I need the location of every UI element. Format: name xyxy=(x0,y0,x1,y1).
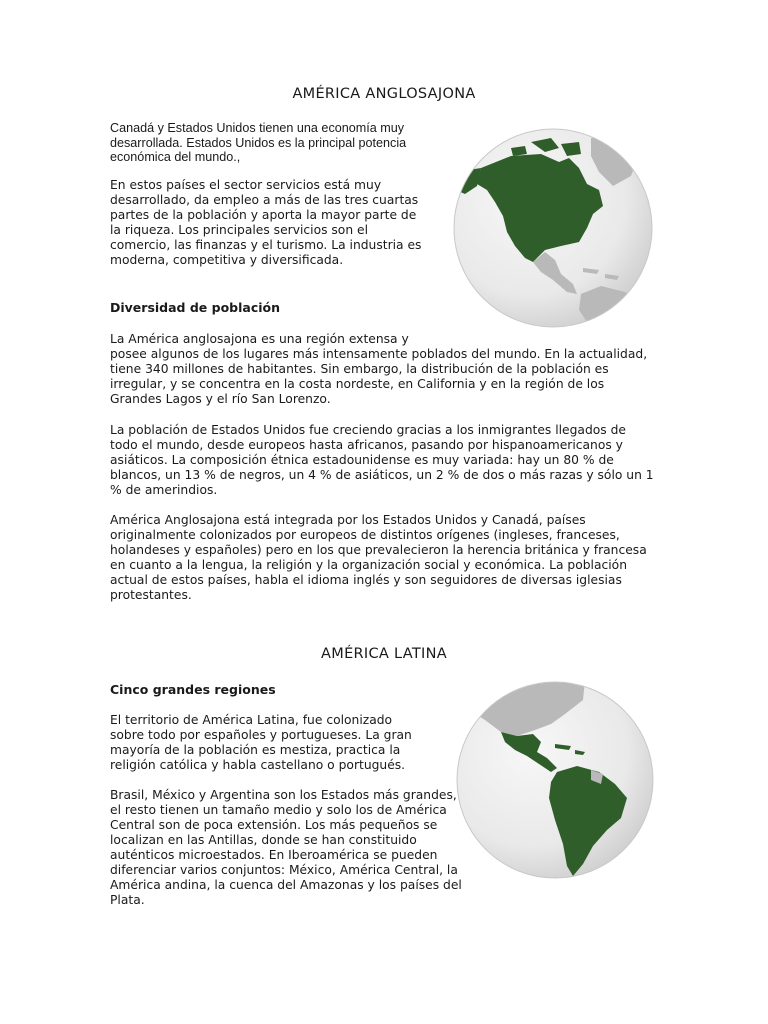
section1-heading: Diversidad de población xyxy=(110,300,281,315)
section2-heading: Cinco grandes regiones xyxy=(110,682,276,697)
north-america-globe-icon xyxy=(441,128,665,328)
section1-paragraph-2b: posee algunos de los lugares más intensamente poblados del mundo. En la actualidad, tiene 340 millones de habitantes. Sin embargo, la distribución de la población es irregular, y se concentra en la costa nordeste, en California y en la región de los Grandes Lagos y el río San Lorenzo. xyxy=(110,347,648,406)
section2-paragraph-2: Brasil, México y Argentina son los Estados más grandes, el resto tienen un tamaño medio y solo los de América Central son de poca extensión. Los más pequeños se localizan en las Antillas, donde se han constituido auténticos microestados. En Iberoamérica se pueden diferenciar varios conjuntos: México, América Central, la América andina, la cuenca del Amazonas y los países del Plata. xyxy=(110,788,462,907)
latin-america-globe-icon xyxy=(455,680,655,880)
section1-paragraph-1: En estos países el sector servicios está muy desarrollado, da empleo a más de las tres cuartas partes de la población y aporta la mayor parte de la riqueza. Los principales servicios son el comercio, las finanzas y el turismo. La industria es moderna, competitiva y diversificada. xyxy=(110,178,422,267)
section2-title: AMÉRICA LATINA xyxy=(321,646,447,662)
section1-paragraph-4: América Anglosajona está integrada por los Estados Unidos y Canadá, países originalmente colonizados por europeos de distintos orígenes (ingleses, franceses, holandeses y españoles) pero en los que prevalecieron la herencia británica y francesa en cuanto a la lengua, la religión y la organización social y económica. La población actual de estos países, habla el idioma inglés y son seguidores de diversas iglesias protestantes. xyxy=(110,513,647,602)
section1-title: AMÉRICA ANGLOSAJONA xyxy=(292,86,476,102)
section1-paragraph-3: La población de Estados Unidos fue creciendo gracias a los inmigrantes llegados de todo el mundo, desde europeos hasta africanos, pasando por hispanoamericanos y asiáticos. La composición étnica estadounidense es muy variada: hay un 80 % de blancos, un 13 % de negros, un 4 % de asiáticos, un 2 % de dos o más razas y sólo un 1 % de amerindios. xyxy=(110,423,654,497)
section2-paragraph-1: El territorio de América Latina, fue colonizado sobre todo por españoles y portugueses. La gran mayoría de la población es mestiza, practica la religión católica y habla castellano o portugués. xyxy=(110,713,412,772)
section1-paragraph-2a: La América anglosajona es una región extensa y xyxy=(110,332,409,346)
section1-intro: Canadá y Estados Unidos tienen una economía muy desarrollada. Estados Unidos es la principal potencia económica del mundo., xyxy=(110,121,407,165)
